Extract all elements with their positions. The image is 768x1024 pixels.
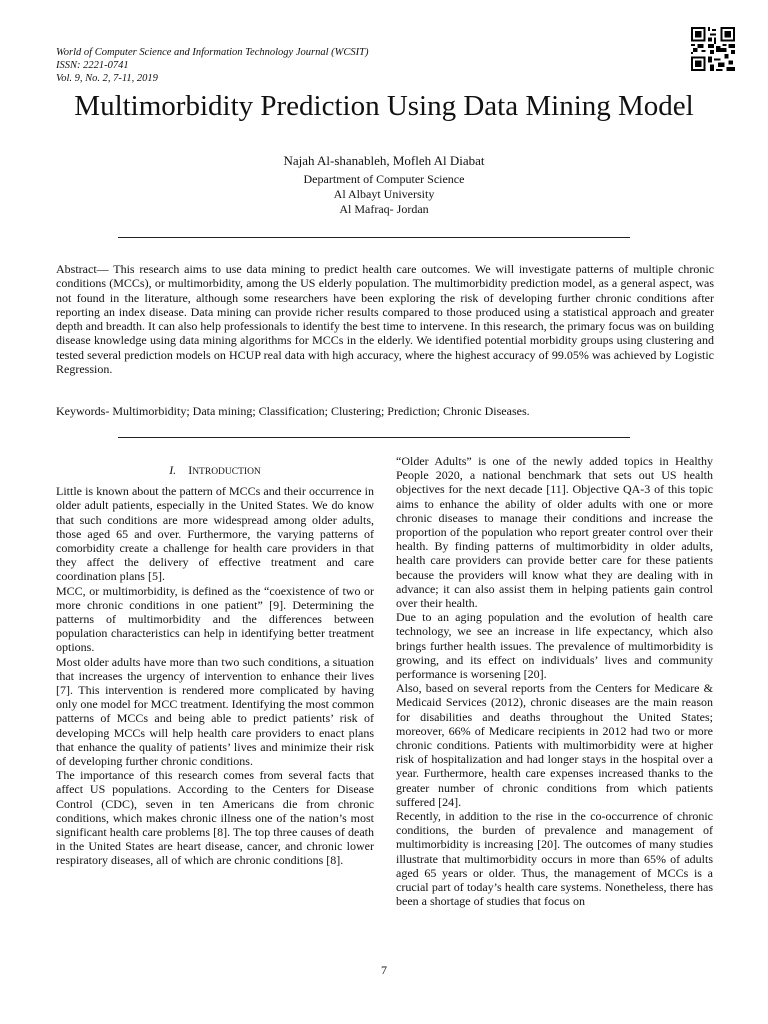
section-title-rest: NTRODUCTION [192, 467, 261, 477]
page-number: 7 [381, 963, 387, 977]
left-column [56, 463, 374, 868]
qr-code-icon [691, 27, 735, 71]
journal-name: World of Computer Science and Information Technology Journal (WCSIT) [56, 47, 369, 58]
affiliation-location: Al Mafraq- Jordan [339, 202, 429, 216]
journal-volume: Vol. 9, No. 2, 7-11, 2019 [56, 73, 158, 84]
paragraph: Most older adults have more than two such conditions, a situation that increases the urgency of intervention to enhance their lives [7]. This intervention is rendered more complicated by having only one model for MCC treatment. Identifying the most common patterns of MCCs and being able to predict patients’ risk of developing MCCs will help health care providers to enact plans that enhance the quality of patients’ lives and minimize their risk of developing further chronic conditions. [56, 654, 374, 769]
paragraph: Recently, in addition to the rise in the co-occurrence of chronic conditions, the burden of prevalence and management of multimorbidity is increasing [20]. The outcomes of many studies illustrate that multimorbidity occurs in more than 65% of adults aged 65 years or older. Thus, the management of MCCs is a crucial part of today’s health care systems. Nonetheless, there has been a shortage of studies that focus on [396, 809, 713, 909]
divider-bottom [118, 437, 630, 438]
divider-top [118, 237, 630, 238]
paragraph: “Older Adults” is one of the newly added topics in Healthy People 2020, a national benchmark that sets out US health objectives for the next decade [11]. Objective QA-3 of this topic aims to enhance the ability of older adults with one or more chronic diseases to manage their conditions and increase the proportion of the population who report greater control over their health. By finding patterns of multimorbidity in older adults, health care providers can provide better care for these patients because the providers will know what they are dealing with in advance; it can also assist them in helping patients gain control over their health. [396, 454, 713, 611]
authors: Najah Al-shanableh, Mofleh Al Diabat [283, 153, 485, 168]
right-column [396, 454, 713, 909]
affiliation [0, 172, 768, 217]
journal-header [56, 46, 368, 85]
keywords: Keywords- Multimorbidity; Data mining; Classification; Clustering; Prediction; Chronic Diseases. [56, 404, 530, 418]
paragraph: Little is known about the pattern of MCCs and their occurrence in older adult patients, especially in the United States. We do know that such conditions are more widespread among older adults, those aged 65 and over. Furthermore, the varying patterns of comorbidity create a challenge for health care providers in that they affect the delivery of effective treatment and care coordination plans [5]. [56, 484, 374, 584]
paragraph: Due to an aging population and the evolution of health care technology, we see an increase in life expectancy, which also brings further health issues. The prevalence of multimorbidity is growing, and its effect on individuals’ lives and community performance is worsening [20]. [396, 610, 713, 682]
paragraph: MCC, or multimorbidity, is defined as the “coexistence of two or more chronic conditions in one patient” [9]. Determining the patterns of multimorbidity and the differences between population characteristics can help in identifying better treatment options. [56, 583, 374, 655]
section-title-initial: I [188, 463, 193, 477]
affiliation-department: Department of Computer Science [303, 172, 465, 186]
journal-issn: ISSN: 2221-0741 [56, 60, 129, 71]
paragraph: The importance of this research comes from several facts that affect US populations. According to the Centers for Disease Control (CDC), seven in ten Americans die from chronic conditions, which makes chronic illness one of the nation’s most significant health care problems [8]. The top three causes of death in the United States are heart disease, cancer, and chronic lower respiratory diseases, all of which are chronic conditions [8]. [56, 768, 374, 868]
affiliation-university: Al Albayt University [333, 187, 435, 201]
section-number: I. [169, 463, 177, 477]
paper-title: Multimorbidity Prediction Using Data Mining Model [74, 90, 694, 122]
paragraph: Also, based on several reports from the Centers for Medicare & Medicaid Services (2012), chronic diseases are the main reason for disabilities and deaths throughout the United States; moreover, 66% of Medicare recipients in 2012 had two or more chronic conditions. Patients with multimorbidity were at higher risk of hospitalization and had longer stays in the hospital over a year. Furthermore, health care expenses increased thanks to the greater number of chronic conditions from which patients suffered [24]. [396, 681, 713, 809]
abstract: Abstract— This research aims to use data mining to predict health care outcomes. We will investigate patterns of multiple chronic conditions (MCCs), or multimorbidity, among the US elderly population. The multimorbidity prediction model, as a general aspect, was not found in the literature, although some researchers have been exploring the risk of developing further chronic conditions after reporting an index disease. Data mining can provide richer results compared to those produced using a statistical approach and greater depth and breadth. It can also help professionals to identify the best time to intervene. In this research, the primary focus was on building disease knowledge using data mining algorithms for MCCs in the elderly. We identified potential morbidity groups using clustering and tested several prediction models on HCUP real data with high accuracy, where the highest accuracy of 99.05% was achieved by Logistic Regression. [56, 262, 714, 377]
section-heading [56, 463, 374, 479]
